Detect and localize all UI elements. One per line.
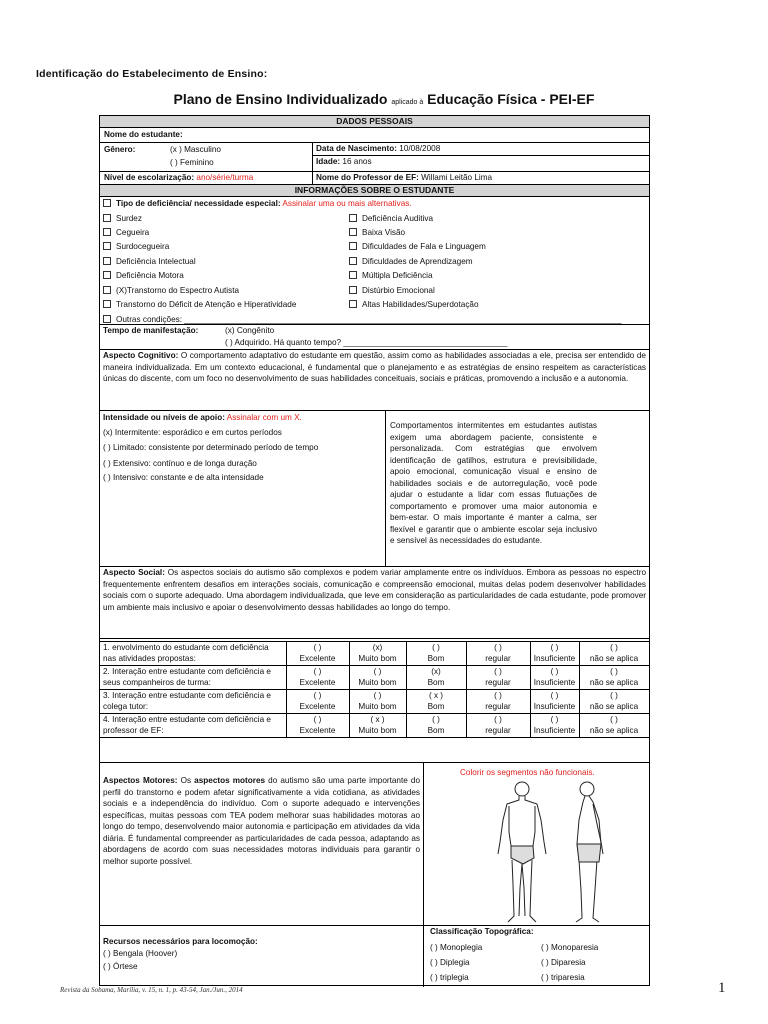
rating-cell[interactable]: [349, 666, 406, 688]
rating-cell[interactable]: [466, 714, 530, 736]
rating-mark: ( ): [313, 691, 322, 700]
section-dados-pessoais: DADOS PESSOAIS: [100, 116, 649, 127]
rating-column-label: Muito bom: [358, 678, 397, 687]
opt-tdah[interactable]: Transtorno do Déficit de Atenção e Hiperatividade: [103, 299, 296, 310]
rating-column-label: não se aplica: [589, 726, 639, 735]
social-aspect: Aspecto Social: Os aspectos sociais do autismo são complexos e podem variar amplamente entre os indivíduos. Embora as pessoas no espectro frequentemente enfrentem desafios em interações sociais, comunicação e compreensão emocional, muitas delas podem desenvolver habilidades sociais com o suporte adequado. Uma abordagem individualizada, que leve em consideração as particularidades de cada estudante, pode promover um ambiente mais inclusivo e apoiar o desenvolvimento dessas habilidades ao longo do tempo.: [103, 568, 646, 612]
rating-mark: ( ): [494, 643, 502, 652]
topo-diparesia-option[interactable]: ( ) Diparesia: [541, 958, 586, 967]
rating-column-label: Insuficiente: [533, 702, 576, 711]
rating-row-label: 4. Interação entre estudante com deficiência e professor de EF:: [103, 715, 271, 735]
opt-deficiencia-auditiva[interactable]: Deficiência Auditiva: [349, 213, 433, 224]
opt-aprendizagem[interactable]: Dificuldades de Aprendizagem: [349, 256, 473, 267]
rating-mark: ( ): [373, 667, 382, 676]
rating-cell[interactable]: [349, 714, 406, 736]
rating-mark: (x): [431, 667, 441, 676]
student-name-label: Nome do estudante:: [104, 130, 183, 139]
school-level: Nível de escolarização: ano/série/turma: [104, 173, 254, 182]
opt-surdocegueira[interactable]: Surdocegueira: [103, 241, 169, 252]
support-opt-intermitente[interactable]: (x) Intermitente: esporádico e em curtos períodos: [103, 428, 282, 437]
rating-column-label: Muito bom: [358, 726, 397, 735]
cognitive-aspect: Aspecto Cognitivo: O comportamento adaptativo do estudante em questão, assim como as habilidades associadas a ele, precisa ser entendido de maneira individualizada. Em um contexto educacional, é fundamental que o planejamento e as estratégias de ensino respeitem as características únicas do discente, com um foco no desenvolvimento de suas habilidades conceituais, sociais e práticas, promovendo a inclusão e a autonomia.: [103, 351, 646, 383]
rating-mark: ( ): [313, 667, 322, 676]
rating-column-label: Bom: [427, 678, 445, 687]
rating-column-label: Insuficiente: [533, 678, 576, 687]
opt-multipla[interactable]: Múltipla Deficiência: [349, 270, 433, 281]
page-number: 1: [718, 980, 726, 996]
opt-autismo[interactable]: (X)Transtorno do Espectro Autista: [103, 285, 239, 296]
rating-mark: ( ): [432, 643, 440, 652]
rating-mark: ( ): [494, 691, 502, 700]
opt-deficiencia-intelectual[interactable]: Deficiência Intelectual: [103, 256, 196, 267]
rating-row-label: 2. Interação entre estudante com deficiência e seus companheiros de turma:: [103, 667, 271, 687]
rating-cell[interactable]: [530, 666, 579, 688]
rating-cell[interactable]: [349, 690, 406, 712]
opt-baixa-visao[interactable]: Baixa Visão: [349, 227, 405, 238]
tempo-label: Tempo de manifestação:: [103, 326, 199, 335]
rating-mark: ( ): [610, 667, 618, 676]
opt-deficiencia-motora[interactable]: Deficiência Motora: [103, 270, 184, 281]
rating-mark: ( ): [610, 643, 618, 652]
rating-cell[interactable]: [466, 666, 530, 688]
rating-cell[interactable]: [579, 666, 649, 688]
rating-mark: ( ): [610, 691, 618, 700]
locomotion-label: Recursos necessários para locomoção:: [103, 937, 258, 946]
topo-triparesia-option[interactable]: ( ) triparesia: [541, 973, 585, 982]
rating-column-label: regular: [485, 678, 511, 687]
page-title: Plano de Ensino Individualizado aplicado à Educação Física - PEI-EF: [173, 91, 595, 107]
form-frame: [99, 115, 650, 986]
rating-column-label: Muito bom: [358, 654, 397, 663]
teacher-name: Nome do Professor de EF: Willami Leitão Lima: [316, 173, 493, 182]
topo-triplegia-option[interactable]: ( ) triplegia: [430, 973, 469, 982]
gender-female-option[interactable]: ( ) Feminino: [170, 158, 214, 167]
topo-monoplegia-option[interactable]: ( ) Monoplegia: [430, 943, 483, 952]
rating-column-label: regular: [485, 702, 511, 711]
birth-date: Data de Nascimento: 10/08/2008: [316, 144, 441, 153]
section-info-estudante: INFORMAÇÕES SOBRE O ESTUDANTE: [100, 185, 649, 196]
rating-column-label: Muito bom: [358, 702, 397, 711]
rating-cell[interactable]: [530, 714, 579, 736]
color-instruction: Colorir os segmentos não funcionais.: [460, 768, 595, 777]
rating-row-label: 3. Interação entre estudante com deficiência e colega tutor:: [103, 691, 271, 711]
rating-mark: ( ): [313, 715, 322, 724]
rating-column-label: Bom: [427, 726, 445, 735]
rating-mark: ( ): [550, 715, 559, 724]
rating-mark: ( ): [550, 691, 559, 700]
support-opt-limitado[interactable]: ( ) Limitado: consistente por determinado período de tempo: [103, 443, 319, 452]
rating-cell[interactable]: [406, 690, 466, 712]
rating-mark: ( ): [313, 643, 322, 652]
rating-cell[interactable]: [530, 690, 579, 712]
rating-column-label: Bom: [427, 654, 445, 663]
motor-aspect: Aspectos Motores: Os aspectos motores do autismo são uma parte importante do perfil do transtorno e podem afetar significativamente a vida cotidiana, as atividades sociais e a independência do indivíduo. Com o suporte adequado e intervenções específicas, muitas pessoas com TEA podem melhorar suas habilidades motoras ao longo do tempo, desenvolvendo maior autonomia e participação em atividades da vida diária. É fundamental compreender as particularidades de cada pessoa, adaptando as abordagens de acordo com suas necessidades motoras individuais para garantir o melhor suporte possível.: [103, 776, 421, 866]
tempo-congenito-option[interactable]: (x) Congênito: [225, 326, 275, 335]
rating-column-label: Insuficiente: [533, 654, 576, 663]
rating-column-label: regular: [485, 654, 511, 663]
rating-cell[interactable]: [530, 642, 579, 664]
support-intensity-text: Comportamentos intermitentes em estudantes autistas exigem uma abordagem paciente, consistente e personalizada. Com estratégias que envolvem identificação de gatilhos, estrutura e previsibilidade, apoio emocional, comunicação visual e ensino de habilidades sociais e de autorregulação, você pode ajudar o estudante a lidar com essas flutuações de comportamento e promover uma maior autonomia e bem-estar. O mais importante é manter a calma, ser flexível e garantir que o ambiente escolar seja inclusivo e sensível às necessidades do estudante.: [390, 421, 597, 545]
institution-line: Identificação do Estabelecimento de Ensino:: [36, 68, 268, 80]
rating-column-label: Excelente: [299, 678, 336, 687]
rating-cell[interactable]: [406, 642, 466, 664]
support-opt-intensivo[interactable]: ( ) Intensivo: constante e de alta intensidade: [103, 473, 264, 482]
rating-cell[interactable]: [286, 714, 349, 736]
opt-fala-linguagem[interactable]: Dificuldades de Fala e Linguagem: [349, 241, 486, 252]
rating-cell[interactable]: [579, 690, 649, 712]
rating-mark: ( ): [494, 715, 502, 724]
rating-column-label: não se aplica: [589, 702, 639, 711]
rating-mark: ( x ): [370, 715, 385, 724]
rating-cell[interactable]: [406, 714, 466, 736]
gender-label: Gênero:: [104, 145, 136, 154]
age: Idade: 16 anos: [316, 157, 372, 166]
rating-cell[interactable]: [466, 642, 530, 664]
locomotion-ortese-option[interactable]: ( ) Órtese: [103, 962, 138, 971]
citation-footer: Revista da Sobama, Marília, v. 15, n. 1, p. 43-54, Jan./Jun., 2014: [60, 986, 243, 994]
opt-surdez[interactable]: Surdez: [103, 213, 142, 224]
topo-monoparesia-option[interactable]: ( ) Monoparesia: [541, 943, 599, 952]
opt-cegueira[interactable]: Cegueira: [103, 227, 149, 238]
rating-cell[interactable]: [579, 714, 649, 736]
rating-column-label: Excelente: [299, 702, 336, 711]
rating-mark: ( ): [550, 643, 559, 652]
rating-cell[interactable]: [579, 642, 649, 664]
rating-column-label: Excelente: [299, 654, 336, 663]
support-intensity-heading: Intensidade ou níveis de apoio: Assinalar com um X.: [103, 413, 302, 422]
opt-disturbio-emocional[interactable]: Distúrbio Emocional: [349, 285, 435, 296]
rating-mark: ( x ): [428, 691, 444, 700]
rating-cell[interactable]: [286, 690, 349, 712]
rating-cell[interactable]: [466, 690, 530, 712]
gender-male-option[interactable]: (x ) Masculino: [170, 145, 221, 154]
rating-cell[interactable]: [406, 666, 466, 688]
opt-outras-condicoes[interactable]: Outras condições: ________________________________________________________________________________________________: [103, 314, 643, 325]
rating-mark: ( ): [610, 715, 618, 724]
rating-cell[interactable]: [286, 666, 349, 688]
rating-mark: ( ): [494, 667, 502, 676]
support-opt-extensivo[interactable]: ( ) Extensivo: contínuo e de longa duração: [103, 459, 257, 468]
disability-type-heading: Tipo de deficiência/ necessidade especial: Assinalar uma ou mais alternativas.: [103, 198, 412, 210]
rating-column-label: não se aplica: [589, 654, 639, 663]
rating-cell[interactable]: [349, 642, 406, 664]
body-figure-illustration: [489, 780, 621, 924]
locomotion-bengala-option[interactable]: ( ) Bengala (Hoover): [103, 949, 178, 958]
rating-cell[interactable]: [286, 642, 349, 664]
rating-column-label: Bom: [427, 702, 445, 711]
rating-row-label: 1. envolvimento do estudante com deficiência nas atividades propostas:: [103, 643, 269, 663]
topo-diplegia-option[interactable]: ( ) Diplegia: [430, 958, 470, 967]
rating-column-label: Excelente: [299, 726, 336, 735]
topographic-label: Classificação Topográfica:: [430, 927, 534, 936]
rating-mark: ( ): [373, 691, 382, 700]
rating-column-label: Insuficiente: [533, 726, 576, 735]
rating-mark: ( ): [432, 715, 440, 724]
rating-column-label: não se aplica: [589, 678, 639, 687]
tempo-adquirido-option[interactable]: ( ) Adquirido. Há quanto tempo? ____________________________________: [225, 338, 508, 347]
rating-column-label: regular: [485, 726, 511, 735]
rating-mark: (x): [372, 643, 383, 652]
rating-mark: ( ): [550, 667, 559, 676]
opt-altas-habilidades[interactable]: Altas Habilidades/Superdotação: [349, 299, 479, 310]
